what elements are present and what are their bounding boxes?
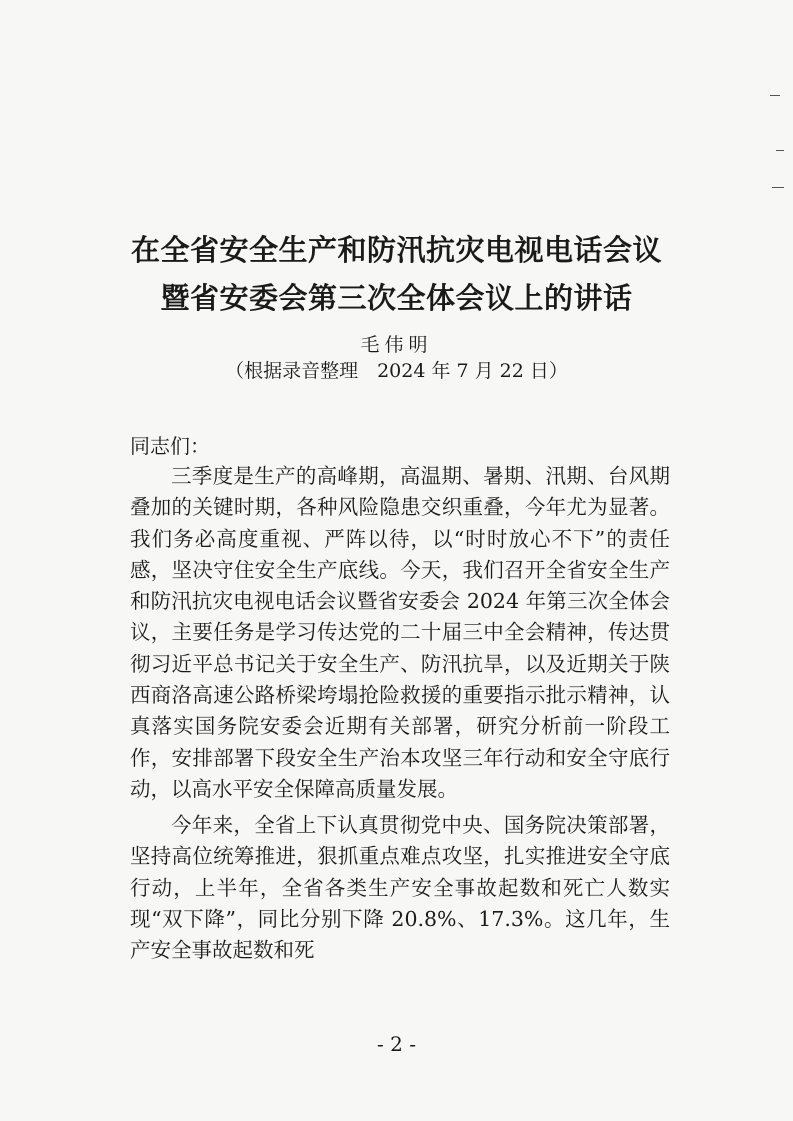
scan-artifact bbox=[770, 95, 780, 96]
body-paragraph: 三季度是生产的高峰期，高温期、暑期、汛期、台风期叠加的关键时期，各种风险隐患交织重叠，今年尤为显著。我们务必高度重视、严阵以待，以“时时放心不下”的责任感，坚决守住安全生产底线。今天，我们召开全省安全生产和防汛抗灾电视电话会议暨省安委会 2024 年第三次全体会议，主要任务是学习传达党的二十届三中全会精神，传达贯彻习近平总书记关于安全生产、防汛抗旱，以及近期关于陕西商洛高速公路桥梁垮塌抢险救援的重要指示批示精神，认真落实国务院安委会近期有关部署，研究分析前一阶段工作，安排部署下段安全生产治本攻坚三年行动和安全守底行动，以高水平安全保障高质量发展。 bbox=[130, 464, 670, 801]
scan-artifact bbox=[772, 187, 784, 188]
document-date-note: （根据录音整理 2024 年 7 月 22 日） bbox=[225, 360, 568, 382]
page-number: - 2 - bbox=[377, 1032, 416, 1056]
body-paragraph: 今年来，全省上下认真贯彻党中央、国务院决策部署，坚持高位统筹推进，狠抓重点难点攻坚，扎实推进安全守底行动，上半年，全省各类生产安全事故起数和死亡人数实现“双下降”，同比分别下降 20.8%、17.3%。这几年，生产安全事故起数和死 bbox=[130, 813, 670, 963]
salutation: 同志们： bbox=[130, 434, 210, 458]
document-author: 毛伟明 bbox=[360, 334, 433, 356]
scan-artifact bbox=[776, 150, 784, 151]
document-title-line-1: 在全省安全生产和防汛抗灾电视电话会议 bbox=[130, 233, 662, 267]
document-title-line-2: 暨省安委会第三次全体会议上的讲话 bbox=[160, 281, 633, 315]
